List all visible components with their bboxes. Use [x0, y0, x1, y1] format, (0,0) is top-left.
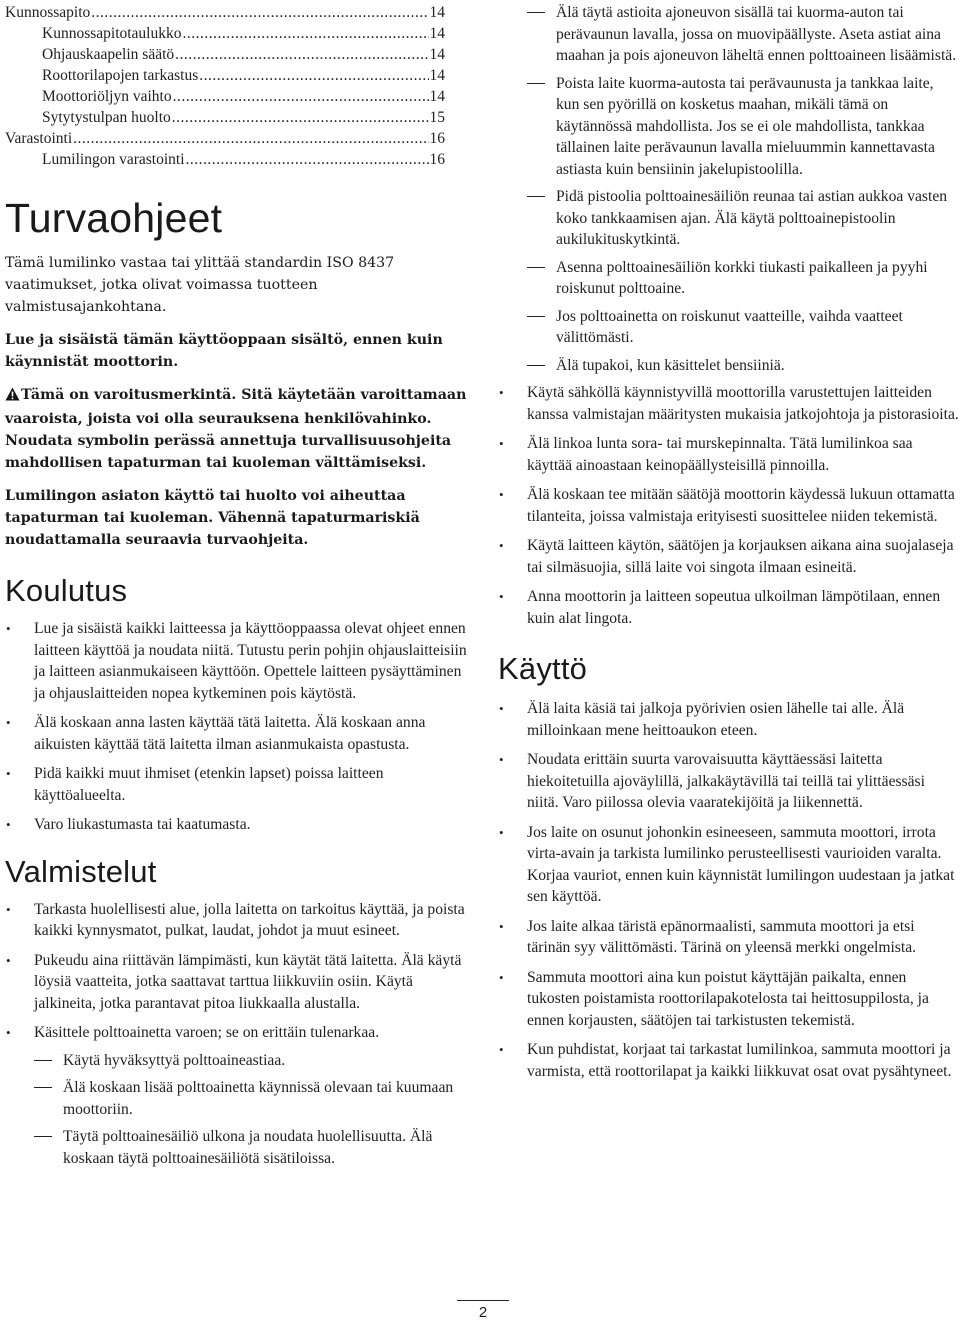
- sublist-item: [527, 306, 960, 349]
- list-item: • Pukeudu aina riittävän lämpimästi, kun käytät tätä laitetta. Älä käytä löysiä vaatteita, jotka saattavat tarttua liikkuviin osiin. Käytä jalkineita, jotka parantavat pitoa liukkaalla alustalla.: [6, 951, 462, 1012]
- list-item-text: Älä koskaan tee mitään säätöjä moottorin käydessä lukuun ottamatta tilanteita, joissa valmistaja erityisesti suosittelee niiden tekemistä.: [527, 486, 955, 525]
- operation-list: [498, 698, 960, 1082]
- list-item-text: Käytä sähköllä käynnistyvillä moottorilla varustettujen laitteiden kanssa valmistajan määritysten mukaisia jatkojohtoja ja pistorasioita.: [527, 384, 959, 423]
- dash-icon: [527, 267, 545, 268]
- bullet-icon: •: [499, 701, 504, 716]
- list-item-text: Varo liukastumasta tai kaatumasta.: [34, 816, 251, 833]
- sublist-item: [34, 1126, 475, 1169]
- toc-entry-page: 16: [429, 151, 445, 168]
- toc-entry-page: 14: [429, 46, 445, 63]
- toc-entry-title: Moottoriöljyn vaihto: [42, 88, 172, 105]
- sublist-item-text: Älä koskaan lisää polttoainetta käynnissä olevaan tai kuumaan moottoriin.: [63, 1079, 454, 1118]
- toc-entry-title: Ohjauskaapelin säätö: [42, 46, 175, 63]
- toc-entry-page: 15: [429, 109, 445, 126]
- list-item: [5, 618, 475, 704]
- list-item-text: Jos laite alkaa täristä epänormaalisti, sammuta moottori ja etsi tärinän syy välittömästi. Tärinä on yleensä merkki ongelmista.: [527, 917, 917, 956]
- safety-misuse-warning: Lumilingon asiaton käyttö tai huolto voi aiheuttaa tapaturman tai kuoleman. Vähennä tapaturmariskiä noudattamalla seuraavia turvaohjeita.: [5, 488, 420, 548]
- dash-icon: [527, 365, 545, 366]
- toc-leader-dots: [172, 107, 429, 128]
- fuel-sublist-continued: [527, 2, 960, 376]
- toc-entry-page: 14: [429, 25, 445, 42]
- toc-leader-dots: [186, 149, 429, 170]
- list-item-text: Älä linkoa lunta sora- tai murskepinnalta. Tätä lumilinkoa saa käyttää ainoastaan keinopäällysteisillä pinnoilla.: [527, 435, 913, 474]
- safety-heading: Turvaohjeet: [5, 195, 223, 241]
- bullet-icon: •: [499, 385, 504, 400]
- table-of-contents: [5, 2, 475, 170]
- dash-icon: [527, 83, 545, 84]
- warning-lead: Tämä on varoitusmerkintä.: [21, 387, 237, 403]
- bullet-icon: •: [499, 589, 504, 604]
- dash-icon: [34, 1060, 52, 1061]
- list-item: [5, 712, 475, 755]
- bullet-icon: •: [499, 969, 504, 985]
- toc-entry-page: 14: [429, 4, 445, 21]
- toc-entry[interactable]: [5, 149, 445, 170]
- list-item: [5, 763, 475, 806]
- bullet-icon: •: [499, 487, 504, 502]
- toc-entry-title: Lumilingon varastointi: [42, 151, 185, 168]
- toc-entry-page: 14: [429, 88, 445, 105]
- toc-entry[interactable]: [5, 23, 445, 44]
- toc-leader-dots: [199, 65, 428, 86]
- list-item: [498, 967, 960, 1032]
- list-item: [498, 433, 960, 476]
- toc-entry[interactable]: [5, 128, 445, 149]
- toc-entry-title: Sytytystulpan huolto: [42, 109, 171, 126]
- list-item-text: Käytä laitteen käytön, säätöjen ja korjauksen aikana aina suojalaseja tai silmäsuojia, sillä laite voi singota ilmaan esineitä.: [527, 537, 954, 576]
- training-heading: Koulutus: [5, 573, 128, 608]
- list-item-text: Pidä kaikki muut ihmiset (etenkin lapset) poissa laitteen käyttöalueelta.: [34, 765, 384, 804]
- list-item: [498, 586, 960, 629]
- bullet-icon: •: [6, 621, 11, 636]
- left-column: [5, 2, 475, 1177]
- toc-entry-title: Roottorilapojen tarkastus: [42, 67, 199, 84]
- sublist-item-text: Asenna polttoainesäiliön korkki tiukasti paikalleen ja pyyhi roiskunut polttoaine.: [556, 258, 928, 297]
- sublist-item-text: Täytä polttoainesäiliö ulkona ja noudata huolellisuutta. Älä koskaan täytä polttoainesäiliötä sisätiloissa.: [63, 1128, 433, 1167]
- toc-leader-dots: [175, 44, 428, 65]
- toc-leader-dots: [183, 23, 429, 44]
- fuel-sublist: [34, 1050, 475, 1170]
- toc-leader-dots: [73, 128, 428, 149]
- bullet-icon: •: [499, 538, 504, 553]
- toc-entry[interactable]: [5, 107, 445, 128]
- sublist-item-text: Pidä pistoolia polttoainesäiliön reunaa tai astian aukkoa vasten koko tankkaamisen ajan. Älä käytä polttoainepistoolin aukilukituskytkintä.: [556, 188, 948, 248]
- preparation-list-continued: [498, 2, 960, 376]
- toc-entry-page: 16: [429, 130, 445, 147]
- toc-entry-title: Kunnossapitotaulukko: [42, 25, 182, 42]
- list-item-text: Sammuta moottori aina kun poistut käyttäjän paikalta, ennen tukosten poistamista roottorilapakotelosta tai heittosuppilosta, ja ennen korjausten, säätöjen tai tarkistusten tekemistä.: [527, 968, 929, 1029]
- sublist-item-text: Käytä hyväksyttyä polttoaineastiaa.: [63, 1051, 286, 1069]
- right-column: [498, 2, 960, 1090]
- bullet-icon: •: [499, 918, 504, 934]
- bullet-icon: •: [6, 766, 11, 781]
- bullet-icon: •: [499, 436, 504, 451]
- list-item: [498, 749, 960, 814]
- sublist-item-text: Jos polttoainetta on roiskunut vaatteille, vaihda vaatteet välittömästi.: [556, 307, 903, 346]
- list-item-text: Kun puhdistat, korjaat tai tarkastat lumilinkoa, sammuta moottori ja varmista, että roottorilapat ja kaikki liikkuvat osat ovat pysähtyneet.: [527, 1041, 952, 1080]
- bullet-icon: •: [499, 1042, 504, 1057]
- safety-intro: Tämä lumilinko vastaa tai ylittää standardin ISO 8437 vaatimukset, jotka olivat voimassa tuotteen valmistusajankohtana.: [5, 255, 395, 315]
- toc-leader-dots: [91, 2, 428, 23]
- list-item: [498, 822, 960, 908]
- toc-entry-page: 14: [429, 67, 445, 84]
- preparation-list-after: [498, 382, 960, 629]
- bullet-icon: •: [499, 752, 504, 767]
- list-item: • Tarkasta huolellisesti alue, jolla laitetta on tarkoitus käyttää, ja poista kaikki kynnysmatot, pulkat, laudat, johdot ja muut esineet.: [6, 900, 465, 939]
- sublist-item-text: Älä tupakoi, kun käsittelet bensiiniä.: [556, 356, 785, 374]
- dash-icon: [34, 1087, 52, 1088]
- dash-icon: [34, 1136, 52, 1137]
- bullet-icon: •: [6, 715, 11, 730]
- list-item: [498, 916, 960, 959]
- list-item: [498, 698, 960, 741]
- sublist-item: [34, 1050, 475, 1072]
- list-item-text: Älä koskaan anna lasten käyttää tätä laitetta. Älä koskaan anna aikuisten käyttää tätä laitetta ilman asianmukaista opastusta.: [34, 714, 426, 753]
- list-item-text: Lue ja sisäistä kaikki laitteessa ja käyttöoppaassa olevat ohjeet ennen laitteen käyttöä ja noudata niitä. Tutustu perin pohjin ohjauslaitteisiin ja laitteen asianmukaiseen käyttöön. Opettele laitteen pysäyttäminen ja ohjauslaitteiden nopea kytkeminen pois käytöstä.: [34, 620, 467, 702]
- toc-leader-dots: [173, 86, 429, 107]
- list-item-text: Älä laita käsiä tai jalkoja pyörivien osien lähelle tai alle. Älä milloinkaan mene heittoaukon eteen.: [527, 700, 905, 739]
- list-item-fuel-continued: [498, 2, 960, 376]
- list-item: [498, 535, 960, 578]
- list-item-text: Noudata erittäin suurta varovaisuutta käyttäessäsi laitetta hiekoitetuilla ajoväylillä, jalkakäytävillä tai teillä tai ylittäessäsi niitä. Varo piilossa olevia vaaratekijöitä ja liikennettä.: [527, 751, 925, 811]
- list-item-fuel: • Käsittele polttoainetta varoen; se on erittäin tulenarkaa. Käytä hyväksyttyä polttoaineastiaa. Älä koskaan lisää polttoainetta käynnissä olevaan tai kuumaan moottoriin. Täytä polttoainesäiliö ulkona ja noudata huolellisuutta. Älä koskaan täytä polttoainesäiliötä sisätiloissa.: [5, 1022, 475, 1169]
- toc-entry-title: Kunnossapito: [5, 4, 91, 21]
- operation-heading: Käyttö: [498, 651, 588, 686]
- list-item: [498, 382, 960, 425]
- safety-warning-symbol-note: [5, 384, 475, 474]
- preparation-list: [5, 899, 475, 1170]
- bullet-icon: •: [499, 824, 504, 840]
- safety-read-manual: Lue ja sisäistä tämän käyttöoppaan sisältö, ennen kuin käynnistät moottorin.: [5, 332, 443, 370]
- sublist-item: [527, 355, 960, 377]
- toc-entry-title: Varastointi: [5, 130, 73, 147]
- dash-icon: [527, 12, 545, 13]
- sublist-item: [34, 1077, 475, 1120]
- sublist-item: [527, 186, 960, 251]
- sublist-item: [527, 73, 960, 181]
- preparation-heading: Valmistelut: [5, 853, 157, 889]
- training-list: [5, 618, 475, 836]
- dash-icon: [527, 196, 545, 197]
- dash-icon: [527, 316, 545, 317]
- toc-entry[interactable]: [5, 2, 445, 23]
- list-item-text: Anna moottorin ja laitteen sopeutua ulkoilman lämpötilaan, ennen kuin alat lingota.: [527, 588, 941, 627]
- toc-entry[interactable]: [5, 65, 445, 86]
- toc-entry[interactable]: [5, 86, 445, 107]
- list-item-text: Jos laite on osunut johonkin esineeseen, sammuta moottori, irrota virta-avain ja tarkista lumilinko perusteellisesti vaurioiden varalta. Korjaa vauriot, ennen kuin käynnistät lumilingon uudestaan ja jatkat sen käyttöä.: [527, 823, 955, 905]
- page-number: 2: [457, 1300, 509, 1321]
- list-item: [498, 1039, 960, 1082]
- sublist-item: [527, 2, 960, 67]
- list-item: [5, 814, 475, 836]
- sublist-item: [527, 257, 960, 300]
- sublist-item-text: Poista laite kuorma-autosta tai perävaunusta ja tankkaa laite, kun sen pyörillä on kosketus maahan, mikäli tämä on käytännössä mahdollista. Jos se ei ole mahdollista, tankkaa tällainen laite perävaunun lavalla mieluummin kannettavasta astiasta kuin bensiinin jakelupistoolilla.: [556, 74, 935, 178]
- bullet-icon: •: [6, 817, 11, 832]
- list-item: [498, 484, 960, 527]
- toc-entry[interactable]: [5, 44, 445, 65]
- warning-rest: Sitä käytetään varoittamaan vaaroista, joista voi olla seurauksena henkilövahinko. Noudata symbolin perässä annettuja turvallisuusohjeita mahdollisen tapaturman tai kuoleman välttämiseksi.: [5, 387, 467, 471]
- sublist-item-text: Älä täytä astioita ajoneuvon sisällä tai kuorma-auton tai perävaunun lavalla, jossa on muovipäällyste. Aseta astiat aina maahan ja pois ajoneuvon läheltä ennen polttoaineen lisäämistä.: [556, 4, 957, 64]
- warning-triangle-icon: [5, 386, 20, 408]
